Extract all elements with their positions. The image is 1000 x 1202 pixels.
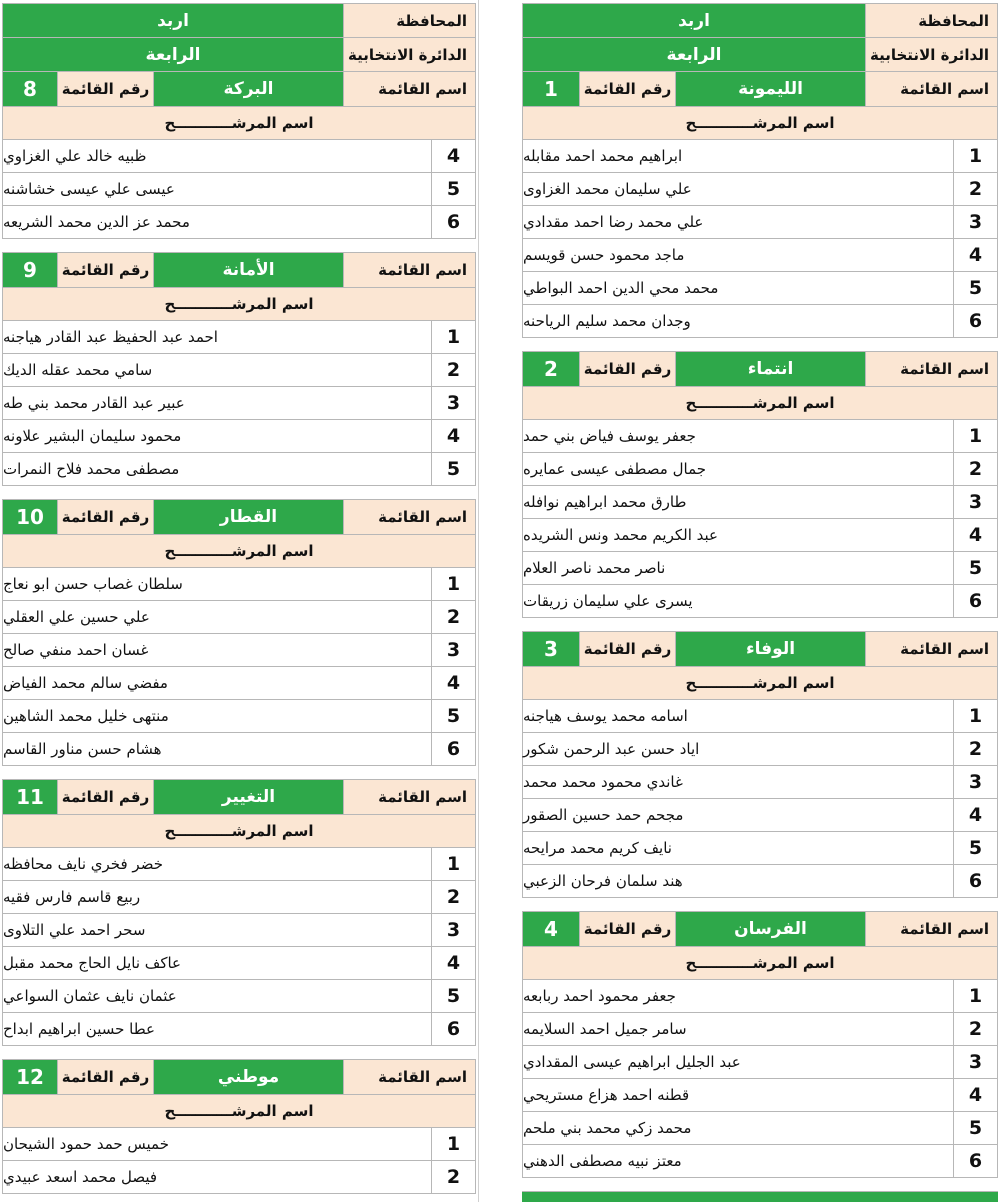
- candidate-index: 6: [431, 1013, 475, 1045]
- candidate-name: جعفر محمود احمد ربابعه: [523, 987, 676, 1005]
- list-header-row: [522, 351, 998, 386]
- candidate-row: [2, 320, 476, 353]
- candidate-index: 3: [431, 387, 475, 419]
- list-name: الوفاء: [675, 632, 865, 666]
- candidate-index: 1: [431, 1128, 475, 1160]
- candidate-name: ابراهيم محمد احمد مقابله: [523, 147, 683, 165]
- district-value: الرابعة: [523, 38, 865, 71]
- candidate-name: فيصل محمد اسعد عبيدي: [3, 1168, 158, 1186]
- candidate-index: 1: [431, 321, 475, 353]
- list-number-label: رقم القائمة: [57, 500, 153, 534]
- candidate-name: جعفر يوسف فياض بني حمد: [523, 427, 696, 445]
- candidate-name: محمود سليمان البشير علاونه: [3, 427, 182, 445]
- candidate-index: 4: [953, 519, 997, 551]
- list-header-row: [2, 71, 476, 106]
- candidate-row: [2, 600, 476, 633]
- candidate-name: جمال مصطفى عيسى عمايره: [523, 460, 707, 478]
- candidate-name-header: اسم المرشـــــــــــح: [522, 946, 998, 979]
- candidate-list: [522, 71, 998, 338]
- district-label: الدائرة الانتخابية: [343, 38, 475, 71]
- governorate-value: اربد: [3, 4, 343, 37]
- list-number: 1: [523, 72, 579, 106]
- list-name: التغيير: [153, 780, 343, 814]
- governorate-label: المحافظة: [343, 4, 475, 37]
- district-row: [2, 37, 476, 71]
- candidate-row: [522, 419, 998, 452]
- list-number: 4: [523, 912, 579, 946]
- candidate-row: [522, 172, 998, 205]
- list-header-row: [522, 71, 998, 106]
- candidate-index: 3: [953, 486, 997, 518]
- candidate-index: 5: [431, 173, 475, 205]
- candidate-name-header: اسم المرشـــــــــــح: [522, 666, 998, 699]
- candidate-index: 5: [953, 272, 997, 304]
- column-divider: [478, 0, 479, 1202]
- candidate-index: 4: [953, 1079, 997, 1111]
- candidate-name: مفضي سالم محمد الفياض: [3, 674, 168, 692]
- list-number: 12: [3, 1060, 57, 1094]
- candidate-list: [2, 1059, 476, 1194]
- list-number: 10: [3, 500, 57, 534]
- list-number-label: رقم القائمة: [57, 72, 153, 106]
- candidate-name: غاندي محمود محمد محمد: [523, 773, 683, 791]
- candidate-name: قطنه احمد هزاع مستريحي: [523, 1086, 690, 1104]
- candidate-list: [2, 499, 476, 766]
- candidate-index: 1: [953, 420, 997, 452]
- list-name-label: اسم القائمة: [865, 632, 997, 666]
- candidate-row: [522, 699, 998, 732]
- candidate-index: 6: [953, 1145, 997, 1177]
- candidate-row: [2, 633, 476, 666]
- candidate-index: 2: [953, 1013, 997, 1045]
- list-number-label: رقم القائمة: [57, 1060, 153, 1094]
- candidate-index: 4: [953, 239, 997, 271]
- candidate-row: [522, 1078, 998, 1111]
- candidate-row: [2, 1127, 476, 1160]
- list-number-label: رقم القائمة: [57, 780, 153, 814]
- gap: [522, 1178, 998, 1191]
- candidate-row: [2, 172, 476, 205]
- candidate-row: [522, 1144, 998, 1177]
- candidate-row: [522, 798, 998, 831]
- candidate-index: 4: [431, 420, 475, 452]
- list-name-label: اسم القائمة: [343, 72, 475, 106]
- list-name: الأمانة: [153, 253, 343, 287]
- list-name: القطار: [153, 500, 343, 534]
- candidate-index: 6: [431, 206, 475, 238]
- list-number: 2: [523, 352, 579, 386]
- candidate-name: مجحم حمد حسين الصقور: [523, 806, 684, 824]
- list-name: البركة: [153, 72, 343, 106]
- list-name-label: اسم القائمة: [343, 253, 475, 287]
- candidate-index: 5: [953, 552, 997, 584]
- candidate-row: [522, 518, 998, 551]
- candidate-row: [2, 452, 476, 485]
- candidate-index: 5: [431, 453, 475, 485]
- candidate-name: منتهى خليل محمد الشاهين: [3, 707, 169, 725]
- governorate-label: المحافظة: [865, 4, 997, 37]
- list-number-label: رقم القائمة: [57, 253, 153, 287]
- candidate-row: [2, 979, 476, 1012]
- next-list-stub: [522, 1191, 998, 1202]
- candidate-index: 2: [953, 173, 997, 205]
- right-lists: [522, 71, 998, 1178]
- candidate-row: [2, 666, 476, 699]
- gap: [2, 486, 476, 499]
- candidate-row: [522, 831, 998, 864]
- list-name-label: اسم القائمة: [343, 500, 475, 534]
- candidate-row: [2, 847, 476, 880]
- candidate-row: [2, 1160, 476, 1193]
- list-number: 9: [3, 253, 57, 287]
- candidate-name: عبد الجليل ابراهيم عيسى المقدادي: [523, 1053, 741, 1071]
- candidate-row: [522, 238, 998, 271]
- gap: [522, 618, 998, 631]
- candidate-index: 4: [431, 140, 475, 172]
- list-name: انتماء: [675, 352, 865, 386]
- candidate-row: [522, 452, 998, 485]
- candidate-name: خميس حمد حمود الشيحان: [3, 1135, 170, 1153]
- list-name-label: اسم القائمة: [343, 1060, 475, 1094]
- candidate-index: 3: [431, 914, 475, 946]
- candidate-index: 2: [953, 453, 997, 485]
- governorate-row: [522, 3, 998, 37]
- candidate-name: هند سلمان فرحان الزعبي: [523, 872, 683, 890]
- candidate-index: 5: [431, 700, 475, 732]
- candidate-name: محمد عز الدين محمد الشريعه: [3, 213, 190, 231]
- candidate-index: 1: [953, 140, 997, 172]
- candidate-index: 1: [431, 848, 475, 880]
- list-number-label: رقم القائمة: [579, 352, 675, 386]
- candidate-row: [522, 584, 998, 617]
- candidate-index: 2: [431, 601, 475, 633]
- candidate-row: [522, 979, 998, 1012]
- candidate-index: 1: [431, 568, 475, 600]
- candidate-name: معتز نبيه مصطفى الدهني: [523, 1152, 682, 1170]
- candidate-list: [2, 71, 476, 239]
- list-name-label: اسم القائمة: [865, 72, 997, 106]
- candidate-list: [2, 252, 476, 486]
- candidate-index: 3: [431, 634, 475, 666]
- candidate-name: عيسى علي عيسى خشاشنه: [3, 180, 175, 198]
- district-value: الرابعة: [3, 38, 343, 71]
- district-label: الدائرة الانتخابية: [865, 38, 997, 71]
- list-header-row: [2, 252, 476, 287]
- list-name: موطني: [153, 1060, 343, 1094]
- gap: [2, 239, 476, 252]
- candidate-row: [2, 139, 476, 172]
- candidate-name: ماجد محمود حسن قويسم: [523, 246, 685, 264]
- candidate-name: مصطفى محمد فلاح النمرات: [3, 460, 180, 478]
- candidate-row: [522, 765, 998, 798]
- candidate-name: طارق محمد ابراهيم نوافله: [523, 493, 687, 511]
- candidate-name: علي سليمان محمد الغزاوى: [523, 180, 692, 198]
- candidate-name: غسان احمد منفي صالح: [3, 641, 149, 659]
- candidate-name: احمد عبد الحفيظ عبد القادر هياجنه: [3, 328, 218, 346]
- candidate-list: [522, 911, 998, 1178]
- candidate-name-header: اسم المرشـــــــــــح: [2, 287, 476, 320]
- candidate-row: [2, 1012, 476, 1045]
- candidate-list: [2, 779, 476, 1046]
- candidate-index: 5: [953, 832, 997, 864]
- district-row: [522, 37, 998, 71]
- candidate-name: نايف كريم محمد مرايحه: [523, 839, 672, 857]
- candidate-row: [2, 699, 476, 732]
- candidate-name: يسرى علي سليمان زريقات: [523, 592, 693, 610]
- left-first-list: [2, 71, 476, 239]
- right-column: [522, 3, 998, 1202]
- candidate-row: [522, 304, 998, 337]
- candidate-name: علي محمد رضا احمد مقدادي: [523, 213, 704, 231]
- candidate-name: سلطان غصاب حسن ابو نعاج: [3, 575, 183, 593]
- list-header-row: [522, 911, 998, 946]
- candidate-name: ظبيه خالد علي الغزاوي: [3, 147, 147, 165]
- candidate-name: ربيع قاسم فارس فقيه: [3, 888, 141, 906]
- candidate-row: [2, 386, 476, 419]
- candidate-index: 4: [953, 799, 997, 831]
- list-name-label: اسم القائمة: [865, 912, 997, 946]
- candidate-row: [2, 913, 476, 946]
- candidate-name-header: اسم المرشـــــــــــح: [522, 386, 998, 419]
- candidate-name-header: اسم المرشـــــــــــح: [2, 814, 476, 847]
- list-number-label: رقم القائمة: [579, 72, 675, 106]
- candidate-row: [2, 205, 476, 238]
- candidate-index: 6: [953, 585, 997, 617]
- candidate-row: [2, 732, 476, 765]
- candidate-index: 5: [431, 980, 475, 1012]
- candidate-row: [2, 419, 476, 452]
- list-number: 3: [523, 632, 579, 666]
- list-header-row: [2, 779, 476, 814]
- candidate-name: هشام حسن مناور القاسم: [3, 740, 162, 758]
- governorate-row: [2, 3, 476, 37]
- candidate-index: 3: [953, 206, 997, 238]
- list-number-label: رقم القائمة: [579, 912, 675, 946]
- candidate-index: 6: [431, 733, 475, 765]
- candidate-name: علي حسين علي العقلي: [3, 608, 150, 626]
- candidate-name: سامر جميل احمد السلايمه: [523, 1020, 687, 1038]
- candidate-index: 2: [953, 733, 997, 765]
- candidate-name: سامي محمد عقله الديك: [3, 361, 153, 379]
- candidate-index: 3: [953, 1046, 997, 1078]
- list-name-label: اسم القائمة: [343, 780, 475, 814]
- candidate-list: [522, 351, 998, 618]
- list-number: 11: [3, 780, 57, 814]
- candidate-index: 3: [953, 766, 997, 798]
- candidate-row: [2, 567, 476, 600]
- candidate-name: ناصر محمد ناصر العلام: [523, 559, 666, 577]
- candidate-row: [2, 946, 476, 979]
- candidate-index: 1: [953, 980, 997, 1012]
- candidate-list: [522, 631, 998, 898]
- list-name: الليمونة: [675, 72, 865, 106]
- candidate-index: 6: [953, 865, 997, 897]
- candidate-row: [522, 205, 998, 238]
- candidate-row: [522, 732, 998, 765]
- candidate-name: عبد الكريم محمد ونس الشريده: [523, 526, 718, 544]
- candidate-name: خضر فخري نايف محافظه: [3, 855, 163, 873]
- candidate-row: [522, 1012, 998, 1045]
- candidate-name: محمد زكي محمد بني ملحم: [523, 1119, 692, 1137]
- list-header-row: [522, 631, 998, 666]
- list-header-row: [2, 499, 476, 534]
- candidate-name: عثمان نايف عثمان السواعي: [3, 987, 177, 1005]
- candidate-name: وجدان محمد سليم الرياحنه: [523, 312, 691, 330]
- candidate-row: [522, 1045, 998, 1078]
- candidate-row: [522, 485, 998, 518]
- candidate-name: اياد حسن عبد الرحمن شكور: [523, 740, 700, 758]
- list-number-label: رقم القائمة: [579, 632, 675, 666]
- governorate-value: اربد: [523, 4, 865, 37]
- candidate-index: 2: [431, 881, 475, 913]
- candidate-row: [522, 1111, 998, 1144]
- candidate-name-header: اسم المرشـــــــــــح: [2, 534, 476, 567]
- candidate-name: محمد محي الدين احمد البواطي: [523, 279, 719, 297]
- list-name-label: اسم القائمة: [865, 352, 997, 386]
- candidate-index: 4: [431, 947, 475, 979]
- list-number: 8: [3, 72, 57, 106]
- candidate-name: عطا حسين ابراهيم ابداح: [3, 1020, 155, 1038]
- list-header-row: [2, 1059, 476, 1094]
- candidate-index: 4: [431, 667, 475, 699]
- candidate-name-header: اسم المرشـــــــــــح: [522, 106, 998, 139]
- candidate-row: [522, 551, 998, 584]
- candidate-name: عاكف نايل الحاج محمد مقبل: [3, 954, 181, 972]
- candidate-row: [522, 139, 998, 172]
- candidate-name-header: اسم المرشـــــــــــح: [2, 106, 476, 139]
- candidate-index: 5: [953, 1112, 997, 1144]
- left-column: [2, 3, 476, 1194]
- candidate-name: سحر احمد علي التلاوى: [3, 921, 146, 939]
- candidate-name-header: اسم المرشـــــــــــح: [2, 1094, 476, 1127]
- gap: [2, 766, 476, 779]
- candidate-name: اسامه محمد يوسف هياجنه: [523, 707, 688, 725]
- candidate-index: 6: [953, 305, 997, 337]
- candidate-index: 2: [431, 1161, 475, 1193]
- candidate-row: [522, 271, 998, 304]
- candidate-index: 1: [953, 700, 997, 732]
- left-lists: [2, 239, 476, 1194]
- candidate-row: [522, 864, 998, 897]
- list-name: الفرسان: [675, 912, 865, 946]
- candidate-row: [2, 880, 476, 913]
- candidate-row: [2, 353, 476, 386]
- candidate-index: 2: [431, 354, 475, 386]
- candidate-name: عبير عبد القادر محمد بني طه: [3, 394, 185, 412]
- gap: [2, 1046, 476, 1059]
- gap: [522, 898, 998, 911]
- gap: [522, 338, 998, 351]
